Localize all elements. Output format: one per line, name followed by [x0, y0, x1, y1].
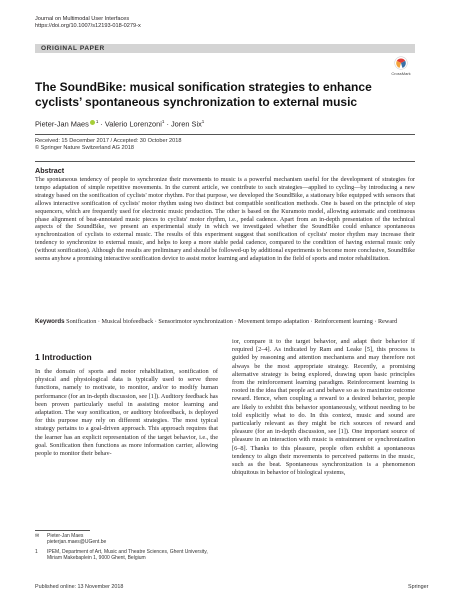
keywords [35, 318, 415, 326]
doi-link[interactable]: https://doi.org/10.1007/s12193-018-0279-x [35, 23, 141, 29]
footnotes [35, 533, 218, 562]
published-online: Published online: 13 November 2018 [35, 584, 124, 590]
section-heading: 1 Introduction [35, 352, 92, 362]
abstract-text: The spontaneous tendency of people to synchronize their movements to music is a powerful mechanism useful for the development of strategies for tempo adaptation of simple repetitive movements. In the current article, we contribute to such strategies—applied to cycling—by introducing a new strategy based on the sonification of cyclists' motor rhythm. For that purpose, we developed the SoundBike, a stationary bike equipped with sensors that allows interactive sonification of cyclists' motor rhythm using two distinct but compatible sonification methods. One is based on the principle of step sequencers, which are frequently used for electronic music production. The other is based on the Kuramoto model, allowing automatic and continuous phase alignment of beat-annotated music pieces to cyclists' motor rhythm, i.e., pedal cadence. Apart from an in-depth presentation of the technical aspects of the SoundBike, we present an experimental study in which we investigated whether the SoundBike could enhance spontaneous synchronization of cyclists to external music. The results of this experiment suggest that sonification of cyclists' motor rhythm may increase their tendency to synchronize to external music, and helps to keep a more stable pedal cadence, compared to the condition of having external music only (without sonification). Although the results are preliminary and should be followed-up by additional experiments to become more conclusive, SoundBike seems anyhow a promising interactive sonification device to assist motor learning and adaptation in the field of sports and motor rehabilitation. [35, 176, 415, 263]
divider [35, 161, 415, 162]
affiliation-marker: 1 [161, 119, 165, 124]
abstract-heading: Abstract [35, 166, 65, 175]
article-type-band [35, 44, 415, 53]
crossmark-badge[interactable] [387, 56, 415, 76]
affiliation-marker: 1 [201, 119, 205, 124]
journal-header [35, 16, 141, 30]
affiliation-number: 1 [35, 548, 38, 555]
keywords-label: Keywords [35, 318, 65, 325]
corresponding-name: Pieter-Jan Maes [47, 533, 84, 539]
divider [35, 134, 415, 135]
affiliation [35, 549, 218, 562]
author-name: Joren Six [170, 119, 202, 129]
received-accepted: Received: 15 December 2017 / Accepted: 30 October 2018 [35, 138, 182, 144]
author-name: Valerio Lorenzoni [104, 119, 162, 129]
paragraph: ior, compare it to the target behavior, and adapt their behavior if required [2–4]. As indicated by Ram and Leake [5], this process is guided by reasoning and attention mechanisms and may therefore not always be the most appropriate strategy. Recently, a promising alternative strategy is being explored, drawing upon basic principles from the reinforcement learning paradigm. Reinforcement learning is rooted in the idea that people act and behave so as to maximize outcome reward. Hence, when coupling a reward to a desired behavior, people are likely to exhibit this behavior spontaneously, without needing to be told explicitly what to do. In this context, music and sound are particularly relevant as they might be rich sources of reward and pleasure (for an in-depth discussion, see [1]). One important source of pleasure in an interaction with music is entrainment or synchronization [6–8]. Thanks to this pleasure, people often exhibit a spontaneous tendency to align their movements to perceived patterns in the music, such as the beat. Spontaneous synchronization is a phenomenon ubiquitous in behavior of biological systems, [232, 338, 415, 477]
author-separator: · [98, 119, 105, 129]
orcid-icon[interactable] [90, 120, 95, 125]
corresponding-email[interactable]: pieterjan.maes@UGent.be [47, 539, 107, 546]
keywords-list: Sonification · Musical biofeedback · Sensorimotor synchronization · Movement tempo adaptation · Reinforcement learning · Reward [66, 318, 398, 325]
corresponding-author [35, 533, 218, 546]
affiliation-marker: 1 [95, 119, 99, 124]
crossmark-icon [394, 56, 408, 70]
copyright-notice: © Springer Nature Switzerland AG 2018 [35, 145, 134, 152]
article-type-label: ORIGINAL PAPER [41, 44, 105, 52]
paragraph: In the domain of sports and motor rehabilitation, sonification of physical and physiological data is typically used to serve three functions, namely to motivate, to monitor, and/or to modify human performance (for an in-depth discussion, see [1]). Auditory feedback has been proven particularly useful in assisting motor learning and adaptation. The way sonification, or auditory biofeedback, is deployed for this purpose may rely on different strategies. The most typical strategy pertains to a goal-driven approach. This approach requires that the learner has an explicit representation of the target behavior, i.e., the goal. Sonification then functions as more information carrier, allowing people to monitor their behav- [35, 368, 218, 458]
journal-name: Journal on Multimodal User Interfaces [35, 16, 130, 22]
article-history [35, 138, 181, 152]
author-name: Pieter-Jan Maes [35, 119, 89, 129]
body-column-right [232, 338, 415, 477]
article-title: The SoundBike: musical sonification strategies to enhance cyclists’ spontaneous synchronization to external music [35, 80, 372, 109]
author-separator: · [164, 119, 171, 129]
envelope-icon: ✉ [35, 533, 40, 539]
footnote-divider [35, 530, 90, 531]
publisher-logo: Springer [408, 584, 429, 590]
body-column-left [35, 368, 218, 458]
author-list [35, 119, 415, 128]
affiliation-text: IPEM, Department of Art, Music and Theatre Sciences, Ghent University, Miriam Makebaplein 1, 9000 Ghent, Belgium [47, 548, 208, 562]
crossmark-label: CrossMark [391, 71, 411, 76]
